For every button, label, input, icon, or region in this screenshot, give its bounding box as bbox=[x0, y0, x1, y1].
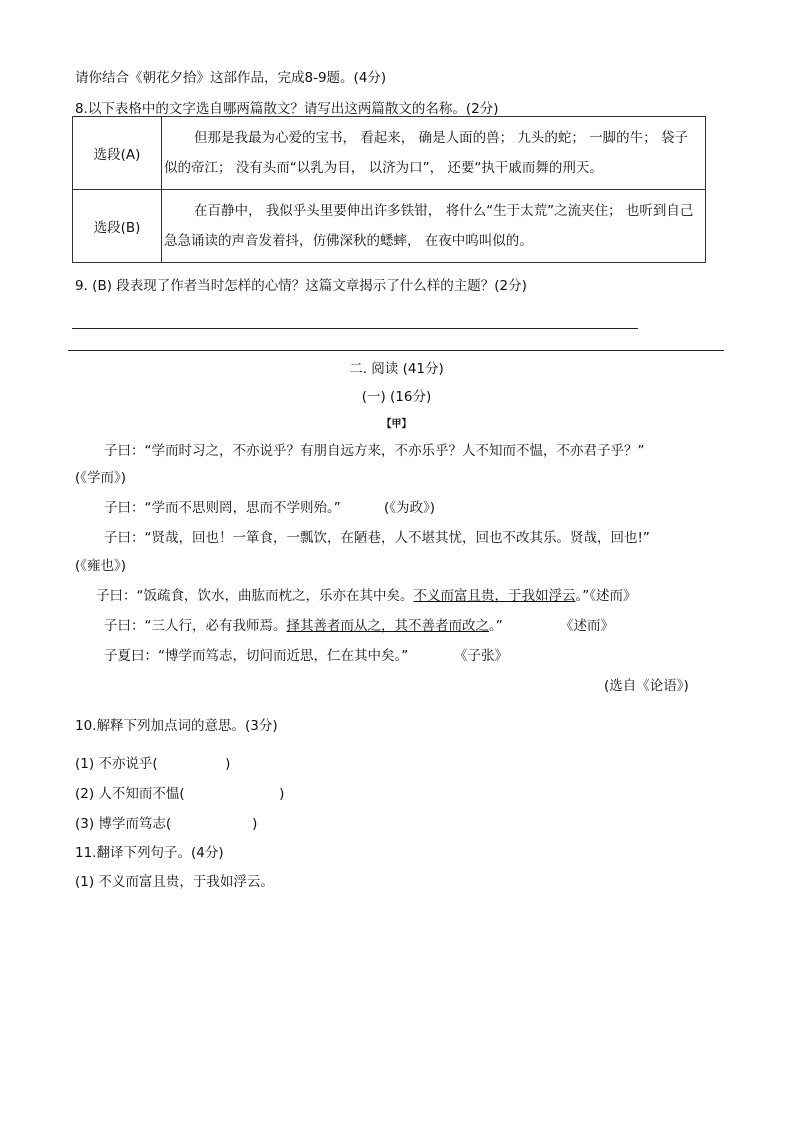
sub-title: (一) (16分) bbox=[361, 389, 432, 405]
question-11-item: (1) 不义而富且贵，于我如浮云。 bbox=[75, 874, 274, 890]
question-8: 8.以下表格中的文字选自哪两篇散文？请写出这两篇散文的名称。(2分) bbox=[75, 101, 499, 117]
question-11: 11.翻译下列句子。(4分) bbox=[75, 845, 224, 861]
excerpt-a-label: 选段(A) bbox=[73, 117, 162, 190]
passage-line: 子夏曰：“博学而笃志，切问而近思，仁在其中矣。” bbox=[104, 648, 409, 664]
question-10-item: (2) 人不知而不愠( ) bbox=[75, 786, 285, 802]
excerpt-table bbox=[72, 116, 706, 263]
passage-source: (《学而》) bbox=[75, 470, 127, 486]
section-divider bbox=[68, 350, 724, 351]
section-title: 二. 阅读 (41分) bbox=[349, 361, 444, 377]
intro-text: 请你结合《朝花夕拾》这部作品，完成8-9题。(4分) bbox=[75, 70, 387, 86]
passage-source: (《雍也》) bbox=[75, 558, 127, 574]
question-10-item: (3) 博学而笃志( ) bbox=[75, 816, 258, 832]
source-note: (选自《论语》) bbox=[604, 678, 689, 694]
passage-source: (《为政》) bbox=[384, 500, 436, 516]
excerpt-a-text: 但那是我最为心爱的宝书， 看起来， 确是人面的兽； 九头的蛇； 一脚的牛； 袋子似的帝江； 没有头而“以乳为目， 以济为口”， 还要“执干戚而舞的刑天。 bbox=[164, 130, 688, 176]
question-9: 9. (B) 段表现了作者当时怎样的心情？这篇文章揭示了什么样的主题？(2分) bbox=[75, 278, 527, 294]
passage-line: 子曰：“学而不思则罔，思而不学则殆。” bbox=[104, 500, 341, 516]
underlined-sentence: 不义而富且贵，于我如浮云 bbox=[413, 588, 576, 604]
table-row bbox=[73, 190, 706, 263]
passage-line: 子曰：“学而时习之，不亦说乎？有朋自远方来，不亦乐乎？人不知而不愠，不亦君子乎？” bbox=[104, 443, 645, 459]
excerpt-b-text: 在百静中， 我似乎头里要伸出许多铁钳， 将什么“生于太荒”之流夹住； 也听到自己急急诵读的声音发着抖，仿佛深秋的蟋蟀， 在夜中呜叫似的。 bbox=[164, 203, 694, 249]
excerpt-b-label: 选段(B) bbox=[73, 190, 162, 263]
passage-line: 子曰：“三人行，必有我师焉。择其善者而从之，其不善者而改之。” bbox=[104, 618, 503, 634]
passage-line: 子曰：“贤哉，回也！一箪食，一瓢饮，在陋巷，人不堪其忧，回也不改其乐。贤哉，回也!” bbox=[104, 530, 650, 546]
passage-source: 《子张》 bbox=[454, 648, 508, 664]
question-10: 10.解释下列加点词的意思。(3分) bbox=[75, 718, 278, 734]
question-10-item: (1) 不亦说乎( ) bbox=[75, 756, 231, 772]
passage-marker: 【甲】 bbox=[381, 419, 412, 430]
passage-line: 子曰：“饭疏食，饮水，曲肱而枕之，乐亦在其中矣。不义而富且贵，于我如浮云。”《述而》 bbox=[96, 588, 637, 604]
table-row bbox=[73, 117, 706, 190]
passage-source: 《述而》 bbox=[560, 618, 614, 634]
underlined-sentence: 择其善者而从之，其不善者而改之 bbox=[286, 618, 489, 634]
answer-line bbox=[72, 328, 638, 329]
